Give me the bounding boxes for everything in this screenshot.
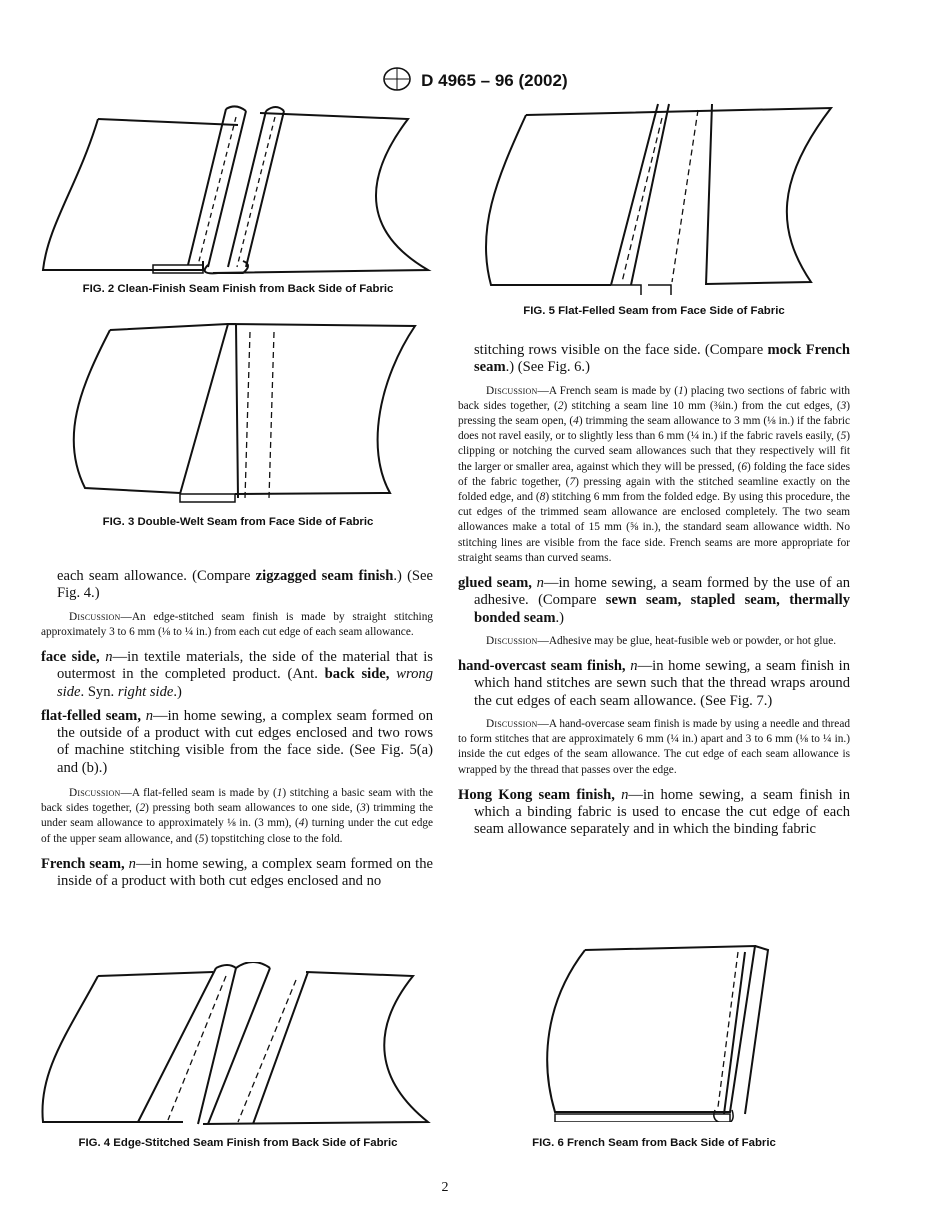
figure-5-caption: FIG. 5 Flat-Felled Seam from Face Side of Fabric xyxy=(523,305,785,317)
figure-6-caption: FIG. 6 French Seam from Back Side of Fabric xyxy=(532,1137,776,1149)
page-number: 2 xyxy=(441,1180,449,1195)
figure-3-drawing xyxy=(60,318,420,513)
astm-logo-icon xyxy=(382,66,412,97)
figure-3-caption: FIG. 3 Double-Welt Seam from Face Side of Fabric xyxy=(102,516,374,528)
figure-2-caption: FIG. 2 Clean-Finish Seam Finish from Back Side of Fabric xyxy=(82,283,394,295)
glued-seam-discussion: Discussion—Adhesive may be glue, heat-fusible web or powder, or hot glue. xyxy=(486,634,837,647)
glued-seam-definition: glued seam, n—in home sewing, a seam formed by the use of an adhesive. (Compare sewn seam, stapled seam, thermally bonded seam.) xyxy=(458,575,850,626)
edge-stitched-discussion: Discussion—An edge-stitched seam finish is made by straight stitching approximately 3 to 6 mm (⅛ to ¼ in.) from each cut edge of each seam allowance. xyxy=(41,610,433,638)
allowance-paragraph: each seam allowance. (Compare zigzagged seam finish.) (See Fig. 4.) xyxy=(57,568,433,602)
hong-kong-seam-definition: Hong Kong seam finish, n—in home sewing, a seam finish in which a binding fabric is used to encase the cut edge of each seam allowance separately and in which the binding fabric xyxy=(458,786,850,838)
hand-overcast-discussion: Discussion—A hand-overcase seam finish is made by using a needle and thread to form stitches that are approximately 6 mm (¼ in.) apart and 3 to 6 mm (⅛ to ¼ in.) inside the cut edges of the seam allowance. The cut edge of each seam allowance is wrapped by the thread that passes over the edge. xyxy=(458,718,850,776)
figure-4-caption: FIG. 4 Edge-Stitched Seam Finish from Back Side of Fabric xyxy=(78,1137,398,1149)
flat-felled-discussion: Discussion—A flat-felled seam is made by (1) stitching a basic seam with the back sides together, (2) pressing both seam allowances to one side, (3) trimming the under seam allowance to approximately ⅛ in. (3 mm), (4) turning under the cut edge of the upper seam allowance, and (5) topstitching close to the fold. xyxy=(41,787,434,845)
figure-5-drawing xyxy=(476,100,836,305)
french-seam-definition: French seam, n—in home sewing, a complex seam formed on the inside of a product with both cut edges enclosed and no xyxy=(41,855,433,890)
french-seam-discussion: Discussion—A French seam is made by (1) placing two sections of fabric with back sides together, (2) stitching a seam line 10 mm (⅜in.) from the cut edges, (3) pressing the seam open, (4) trimming the seam allowance to 3 mm (⅛ in.) if the fabric does not ravel easily, or to slightly less than 6 mm (¼ in.) if the fabric ravels easily, (5) clipping or notching the curved seam allowances such that they respectively will fit the larger or smaller area, against which they will be pressed, (6) folding the face sides of the fabric together, (7) pressing again with the stitched seamline exactly on the folded edge, and (8) stitching 6 mm from the folded edge. By using this procedure, the cut edges of the trimmed seam allowance are enclosed completely. The two seam allowances make a total of 15 mm (⅝ in.), the standard seam allowance width. No stitching lines are visible from the face side. French seams are more appropriate for straight seams than curved seams. xyxy=(458,384,851,564)
figure-2-drawing xyxy=(38,105,438,290)
flat-felled-seam-definition: flat-felled seam, n—in home sewing, a complex seam formed on the outside of a product with cut edges enclosed and two rows of machine stitching visible from the face side. (See Fig. 5(a) and (b).) xyxy=(41,707,433,776)
left-column xyxy=(41,568,433,897)
document-designation: D 4965 – 96 (2002) xyxy=(421,70,568,90)
figure-4-drawing xyxy=(38,962,438,1137)
face-side-definition: face side, n—in textile materials, the side of the material that is outermost in the completed product. (Ant. back side, wrong side. Syn. right side.) xyxy=(41,649,434,700)
page-header xyxy=(0,66,950,97)
figure-6-drawing xyxy=(540,942,780,1127)
hand-overcast-definition: hand-overcast seam finish, n—in home sewing, a seam finish in which hand stitches are sewn such that the thread wraps around the cut edges of each seam allowance. (See Fig. 7.) xyxy=(458,658,850,709)
french-seam-continuation: stitching rows visible on the face side. (Compare mock French seam.) (See Fig. 6.) xyxy=(474,342,851,376)
right-column xyxy=(458,342,850,846)
